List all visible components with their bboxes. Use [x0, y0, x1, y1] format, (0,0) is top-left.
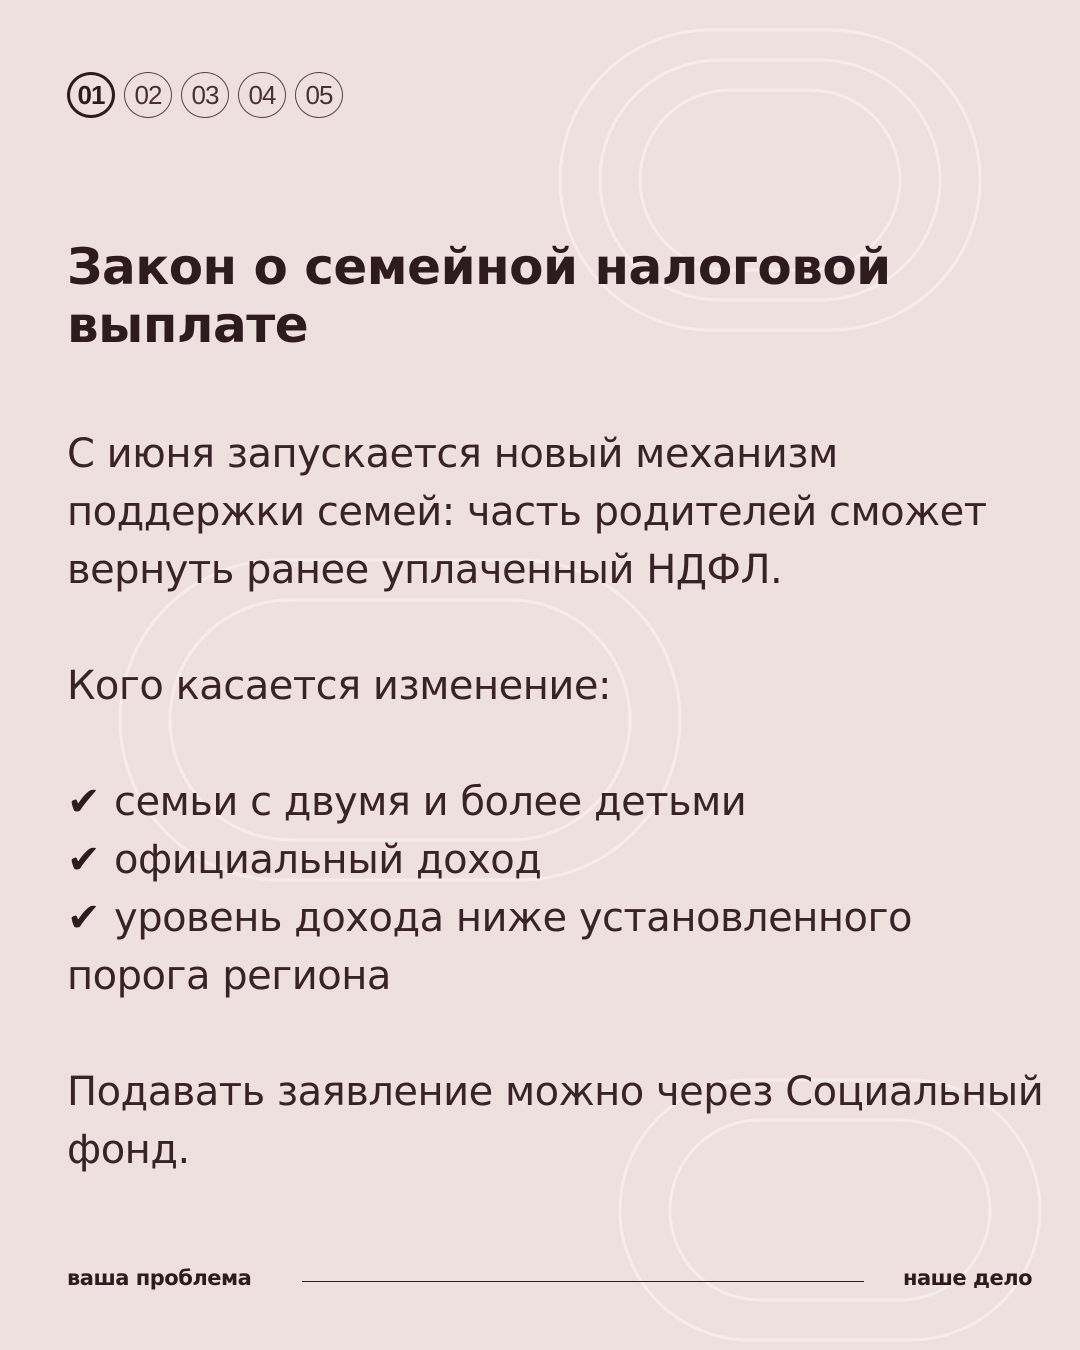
footer-left-text: ваша проблема	[67, 1266, 252, 1290]
audience-heading: Кого касается изменение:	[67, 663, 611, 709]
criteria-item-text: уровень дохода ниже установленного порога региона	[67, 895, 912, 999]
pager-item-05[interactable]: 05	[295, 72, 343, 118]
pager-item-04[interactable]: 04	[238, 72, 286, 118]
check-icon: ✔	[67, 837, 101, 883]
page-title: Закон о семейной налоговой выплате	[67, 238, 891, 354]
intro-paragraph: С июня запускается новый механизм поддержки семей: часть родителей сможет вернуть ранее уплаченный НДФЛ.	[67, 431, 987, 593]
criteria-item-text: официальный доход	[114, 837, 542, 883]
check-icon: ✔	[67, 779, 101, 825]
check-icon: ✔	[67, 895, 101, 941]
pager-item-01[interactable]: 01	[67, 72, 115, 118]
footer-right-text: наше дело	[902, 1266, 1032, 1290]
criteria-item-text: семьи с двумя и более детьми	[114, 779, 747, 825]
criteria-item	[67, 831, 1057, 889]
criteria-list	[67, 773, 1057, 1005]
criteria-item	[67, 889, 1057, 1005]
pager-item-02[interactable]: 02	[124, 72, 172, 118]
slide-pager	[67, 72, 343, 118]
outro-paragraph: Подавать заявление можно через Социальный фонд.	[67, 1069, 1044, 1173]
footer-divider	[302, 1281, 864, 1282]
criteria-item	[67, 773, 1057, 831]
pager-item-03[interactable]: 03	[181, 72, 229, 118]
